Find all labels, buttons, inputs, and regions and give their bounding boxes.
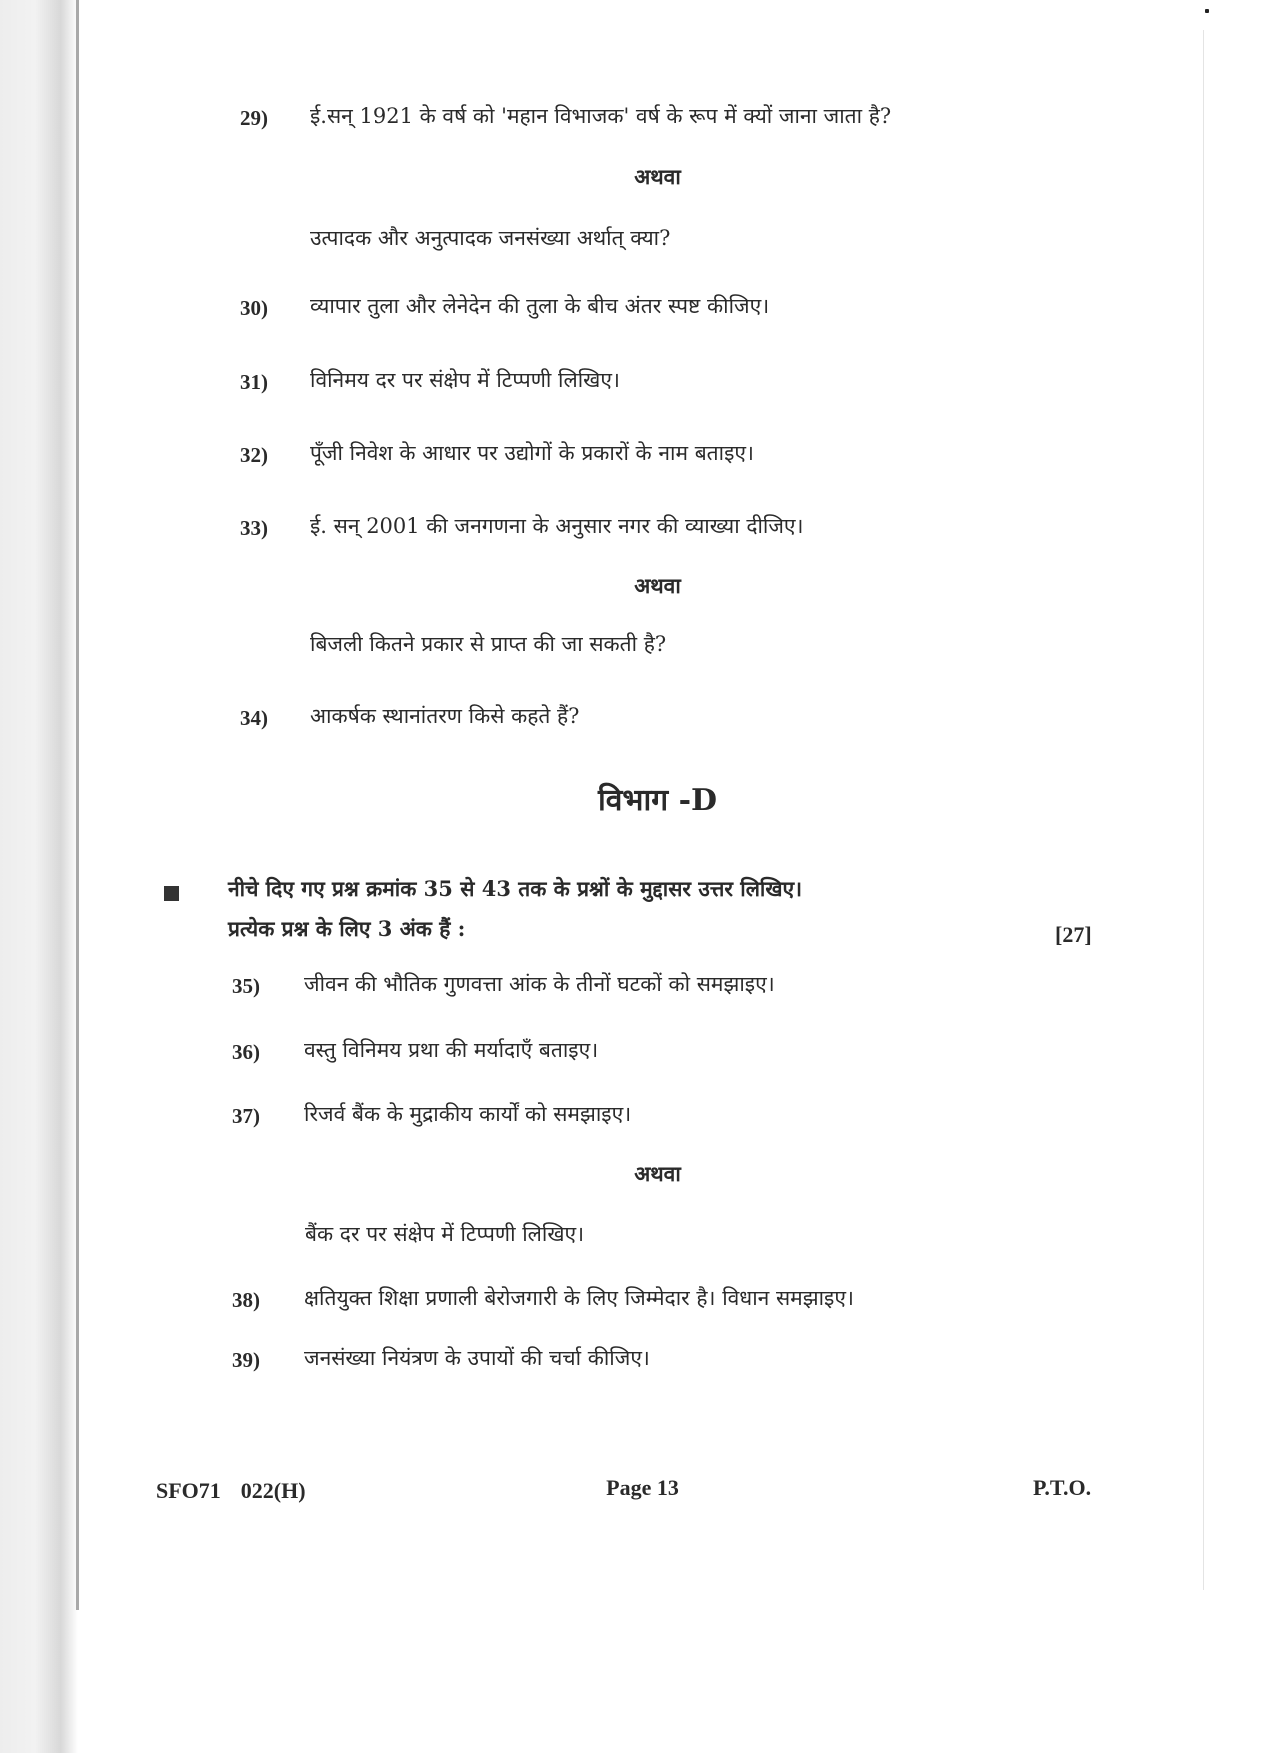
question-text: ई.सन् 1921 के वर्ष को 'महान विभाजक' वर्ष के रूप में क्यों जाना जाता है? <box>310 104 892 128</box>
question-39 <box>0 1342 1275 1382</box>
question-number: 29) <box>240 106 268 130</box>
page-number: Page 13 <box>606 1475 679 1500</box>
question-number: 34) <box>240 706 268 730</box>
section-instruction-line2: प्रत्येक प्रश्न के लिए 3 अंक हैं : <box>228 916 466 941</box>
question-text: जनसंख्या नियंत्रण के उपायों की चर्चा कीजिए। <box>304 1346 650 1370</box>
question-text: रिजर्व बैंक के मुद्राकीय कार्यों को समझाइए। <box>304 1102 632 1126</box>
question-37 <box>0 1098 1275 1138</box>
question-text: जीवन की भौतिक गुणवत्ता आंक के तीनों घटकों को समझाइए। <box>304 972 775 996</box>
question-30 <box>0 290 1275 330</box>
alternative-question-33: बिजली कितने प्रकार से प्राप्त की जा सकती है? <box>310 632 667 656</box>
alternative-question-29: उत्पादक और अनुत्पादक जनसंख्या अर्थात् क्या? <box>310 226 671 250</box>
section-instruction-line1: नीचे दिए गए प्रश्न क्रमांक 35 से 43 तक के प्रश्नों के मुद्दासर उत्तर लिखिए। <box>228 876 803 901</box>
alternative-question-37: बैंक दर पर संक्षेप में टिप्पणी लिखिए। <box>305 1222 585 1246</box>
question-35 <box>0 968 1275 1008</box>
question-33 <box>0 510 1275 550</box>
question-31 <box>0 364 1275 404</box>
question-number: 35) <box>232 974 260 998</box>
question-text: वस्तु विनिमय प्रथा की मर्यादाएँ बताइए। <box>304 1038 599 1062</box>
question-text: क्षतियुक्त शिक्षा प्रणाली बेरोजगारी के लिए जिम्मेदार है। विधान समझाइए। <box>304 1286 854 1310</box>
question-number: 36) <box>232 1040 260 1064</box>
question-text: ई. सन् 2001 की जनगणना के अनुसार नगर की व्याख्या दीजिए। <box>310 514 804 538</box>
question-number: 39) <box>232 1348 260 1372</box>
question-text: आकर्षक स्थानांतरण किसे कहते हैं? <box>310 704 580 728</box>
alternative-label: अथवा <box>634 573 681 598</box>
question-text: व्यापार तुला और लेनेदेन की तुला के बीच अंतर स्पष्ट कीजिए। <box>310 294 770 318</box>
pto-label: P.T.O. <box>1033 1475 1092 1500</box>
alternative-label: अथवा <box>634 1161 681 1186</box>
question-29 <box>0 100 1275 140</box>
paper-code-series: SFO71 <box>156 1478 221 1503</box>
scan-mark <box>1205 9 1209 13</box>
question-text: विनिमय दर पर संक्षेप में टिप्पणी लिखिए। <box>310 368 620 392</box>
bullet-square-icon <box>164 886 179 901</box>
section-marks: [27] <box>1055 922 1092 947</box>
question-number: 32) <box>240 443 268 467</box>
alternative-label: अथवा <box>634 164 681 189</box>
question-text: पूँजी निवेश के आधार पर उद्योगों के प्रकारों के नाम बताइए। <box>310 441 754 465</box>
question-number: 30) <box>240 296 268 320</box>
question-number: 31) <box>240 370 268 394</box>
question-32 <box>0 437 1275 477</box>
paper-code-subject: 022(H) <box>240 1478 306 1503</box>
question-38 <box>0 1282 1275 1322</box>
question-number: 37) <box>232 1104 260 1128</box>
question-34 <box>0 700 1275 740</box>
section-heading: विभाग -D <box>597 783 718 818</box>
question-number: 38) <box>232 1288 260 1312</box>
question-36 <box>0 1034 1275 1074</box>
question-number: 33) <box>240 516 268 540</box>
